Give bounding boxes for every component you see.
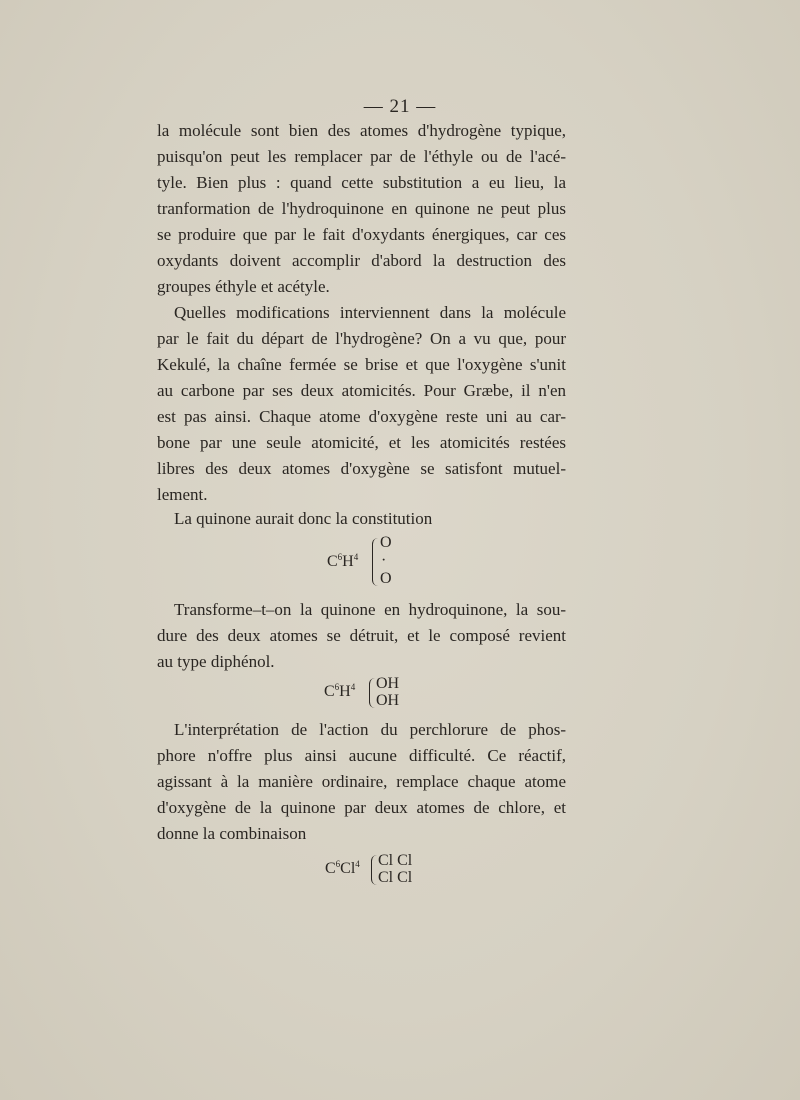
formula-item: Cl Cl — [378, 852, 413, 869]
formula-item: O — [380, 534, 392, 551]
brace-symbol — [371, 855, 378, 885]
formula-item: OH — [376, 692, 400, 709]
text-line: dure des deux atomes se détruit, et le composé revient — [157, 626, 566, 645]
chloranil-formula — [325, 850, 445, 890]
formula-stem: $C^6H^4$ — [327, 552, 359, 570]
text-line: donne la combinaison — [157, 824, 307, 843]
formula-item: Cl Cl — [378, 869, 413, 886]
text-line: La quinone aurait donc la constitution — [174, 509, 433, 528]
paragraph-1 — [157, 118, 566, 300]
text-line: Transforme–t–on la quinone en hydroquinone, la sou- — [174, 600, 566, 619]
formula-item: · — [381, 552, 387, 569]
text-line: la molécule sont bien des atomes d'hydrogène typique, — [157, 121, 566, 140]
text-line: lement. — [157, 485, 208, 504]
brace-symbol — [369, 678, 376, 708]
text-line: agissant à la manière ordinaire, remplace chaque atome — [157, 772, 566, 791]
paragraph-4 — [157, 597, 566, 675]
hydroquinone-formula — [324, 673, 434, 713]
formula-stem: $C^6H^4$ — [324, 682, 356, 700]
formula-item: OH — [376, 675, 400, 692]
text-line: tranformation de l'hydroquinone en quinone ne peut plus — [157, 199, 566, 218]
text-line: groupes éthyle et acétyle. — [157, 277, 330, 296]
text-line: Kekulé, la chaîne fermée se brise et que l'oxygène s'unit — [157, 355, 566, 374]
quinone-formula — [327, 534, 447, 590]
text-line: tyle. Bien plus : quand cette substitution a eu lieu, la — [157, 173, 566, 192]
text-line: se produire que par le fait d'oxydants énergiques, car ces — [157, 225, 566, 244]
paragraph-3 — [157, 506, 566, 532]
text-line: bone par une seule atomicité, et les atomicités restées — [157, 433, 566, 452]
text-line: phore n'offre plus ainsi aucune difficulté. Ce réactif, — [157, 746, 566, 765]
text-line: oxydants doivent accomplir d'abord la destruction des — [157, 251, 566, 270]
page-number: — 21 — — [363, 96, 437, 117]
brace-symbol — [372, 538, 379, 586]
text-line: libres des deux atomes d'oxygène se satisfont mutuel- — [157, 459, 566, 478]
text-line: d'oxygène de la quinone par deux atomes de chlore, et — [157, 798, 566, 817]
paragraph-5 — [157, 717, 566, 847]
text-line: par le fait du départ de l'hydrogène? On a vu que, pour — [157, 329, 566, 348]
text-line: est pas ainsi. Chaque atome d'oxygène reste uni au car- — [157, 407, 566, 426]
formula-stem: $C^6Cl^4$ — [325, 859, 360, 877]
text-line: au type diphénol. — [157, 652, 275, 671]
text-line: L'interprétation de l'action du perchlorure de phos- — [174, 720, 566, 739]
text-line: Quelles modifications interviennent dans la molécule — [174, 303, 566, 322]
paragraph-2 — [157, 300, 566, 508]
formula-item: O — [380, 570, 392, 587]
text-line: puisqu'on peut les remplacer par de l'éthyle ou de l'acé- — [157, 147, 566, 166]
text-line: au carbone par ses deux atomicités. Pour Græbe, il n'en — [157, 381, 566, 400]
